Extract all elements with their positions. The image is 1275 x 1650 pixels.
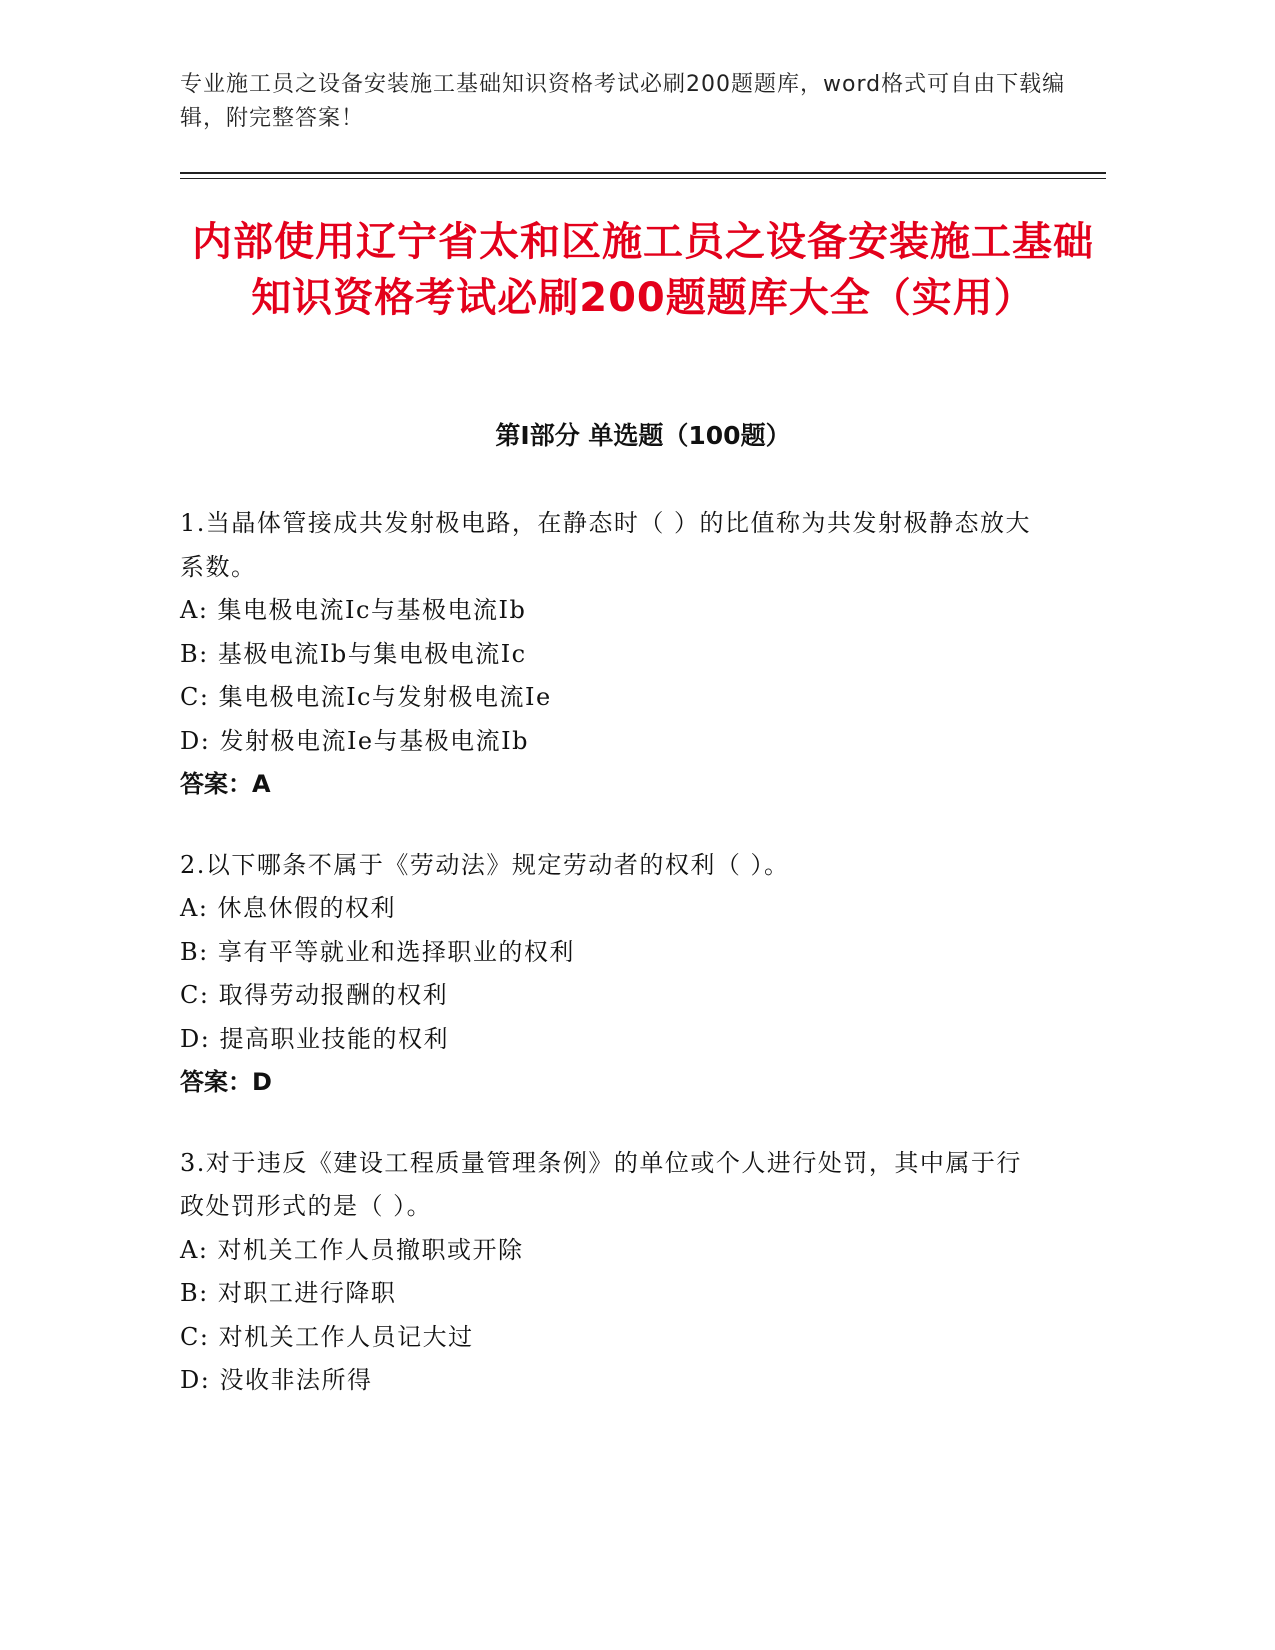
- answer-line: 答案：A: [180, 770, 271, 798]
- question-stem: 1.当晶体管接成共发射极电路，在静态时（ ）的比值称为共发射极静态放大系数。: [180, 509, 1032, 581]
- question-list: [180, 502, 1040, 1440]
- question-stem: 2.以下哪条不属于《劳动法》规定劳动者的权利（ ）。: [180, 850, 790, 879]
- question-1: [180, 502, 1040, 807]
- option-d: D: 提高职业技能的权利: [180, 1024, 449, 1053]
- header-note: 专业施工员之设备安装施工基础知识资格考试必刷200题题库，word格式可自由下载编辑，附完整答案！: [180, 72, 1066, 131]
- option-a: A: 休息休假的权利: [180, 894, 397, 922]
- option-b: B: 对职工进行降职: [180, 1279, 397, 1307]
- option-a: A: 集电极电流Ic与基极电流Ib: [180, 596, 527, 624]
- option-c: C: 取得劳动报酬的权利: [180, 981, 449, 1009]
- option-b: B: 享有平等就业和选择职业的权利: [180, 937, 575, 966]
- document-title: 内部使用辽宁省太和区施工员之设备安装施工基础知识资格考试必刷200题题库大全（实用）: [192, 219, 1094, 321]
- option-c: C: 集电极电流Ic与发射极电流Ie: [180, 683, 552, 711]
- question-2: [180, 844, 1040, 1105]
- header-divider-thin: [180, 178, 1106, 179]
- header-divider-thick: [180, 172, 1106, 174]
- question-3: [180, 1142, 1040, 1403]
- section-heading: 第I部分 单选题（100题）: [495, 421, 791, 450]
- answer-line: 答案：D: [180, 1068, 272, 1096]
- option-b: B: 基极电流Ib与集电极电流Ic: [180, 639, 527, 668]
- option-d: D: 发射极电流Ie与基极电流Ib: [180, 726, 529, 755]
- option-c: C: 对机关工作人员记大过: [180, 1322, 474, 1351]
- option-d: D: 没收非法所得: [180, 1366, 373, 1394]
- option-a: A: 对机关工作人员撤职或开除: [180, 1235, 524, 1264]
- question-stem: 3.对于违反《建设工程质量管理条例》的单位或个人进行处罚，其中属于行政处罚形式的是（ ）。: [180, 1148, 1022, 1220]
